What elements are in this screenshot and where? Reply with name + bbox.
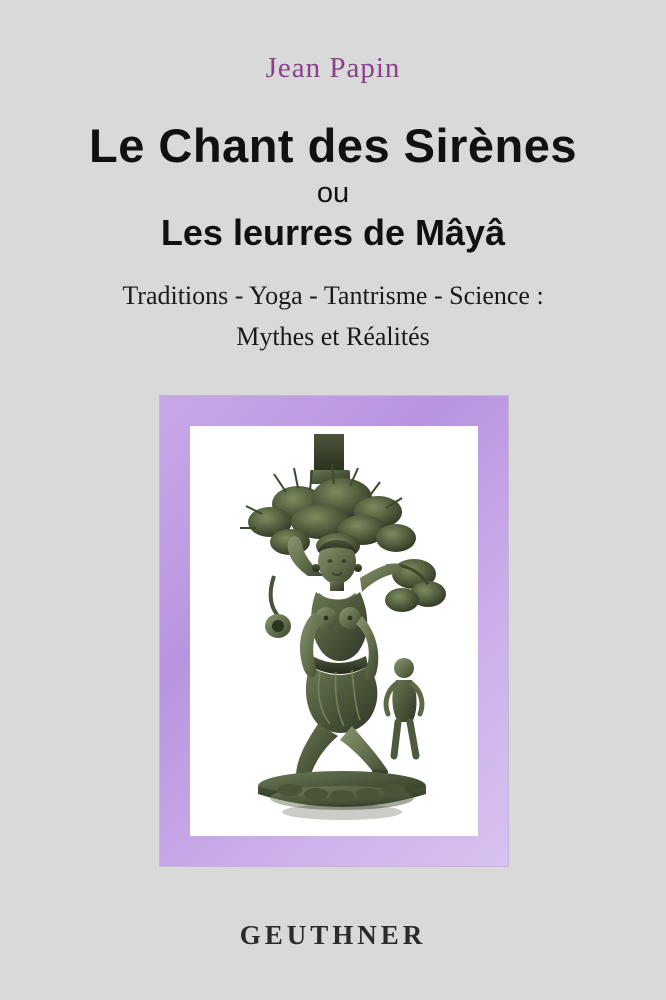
cover-image-frame [160,396,508,866]
publisher-name: GEUTHNER [239,920,427,950]
author-name: Jean Papin [265,52,401,84]
statue-illustration [190,426,478,836]
subtitle-line-2: Mythes et Réalités [236,322,430,351]
title-connector: ou [316,177,350,209]
cover-image [190,426,478,836]
subtitle-line-1: Traditions - Yoga - Tantrisme - Science : [122,281,544,310]
title-secondary: Les leurres de Mâyâ [160,212,506,253]
page-title: Le Chant des Sirènes [89,119,577,172]
